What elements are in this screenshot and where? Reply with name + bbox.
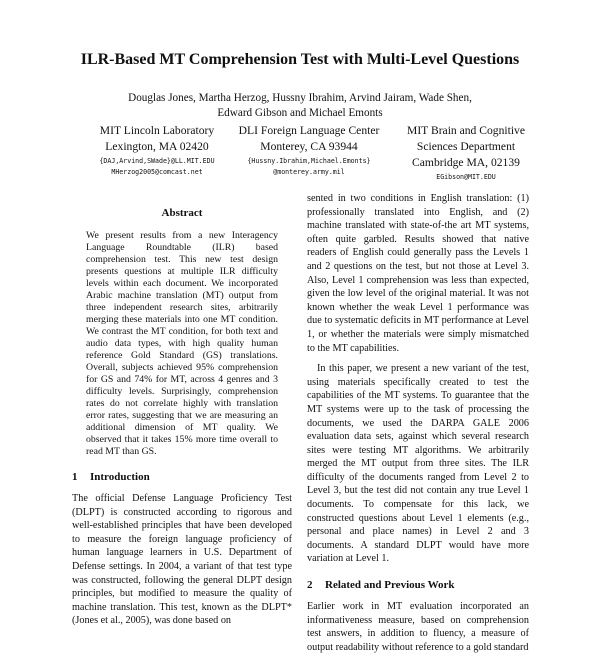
- introduction-paragraph-2: In this paper, we present a new variant of the test, using materials specifically created to test the capabilities of the MT systems. To guarantee that the MT systems were up to the task of processing the documents, we used the DARPA GALE 2006 evaluation data sets, against which several research sites were testing MT algorithms. We arbitrarily merged the MT output from three sites. The ILR difficulty of the documents ranged from Level 2 to Level 3, but the test did not contain any true Level 1 documents. To compensate for this lack, we constructed questions about Level 1 elements (e.g., personal and place names) in Level 2 and 3 documents. A standard DLPT would have more variation at Level 1.: [307, 363, 529, 565]
- affiliations: [82, 123, 542, 179]
- affiliation-name: MIT Brain and Cognitive: [407, 124, 525, 137]
- author-line-2: Edward Gibson and Michael Emonts: [217, 107, 383, 119]
- affiliation-mit-ll: [82, 123, 232, 177]
- abstract-body: We present results from a new Interagency Language Roundtable (ILR) based comprehension test. This new test design presents questions at multiple ILR difficulty levels within each document. We incorporated Arabic machine translation (MT) output from three independent research sites, arbitrarily merging these materials into one MT condition. We contrast the MT condition, for both text and audio data types, with high quality human reference Gold Standard (GS) translations. Overall, subjects achieved 95% comprehension for GS and 74% for MT, across 4 genres and 3 difficulty levels. Surprisingly, comprehension rates do not correlate highly with translation error rates, suggesting that we are measuring an additional dimension of MT quality. We observed that it takes 15% more time overall to read MT than GS.: [86, 230, 278, 457]
- affiliation-department: Sciences Department: [416, 140, 516, 153]
- section-number: 1: [72, 471, 78, 483]
- author-list: [0, 91, 600, 121]
- related-work-paragraph: Earlier work in MT evaluation incorporated an informativeness measure, based on comprehension test answers, in addition to fluency, a measure of output readability without reference to a gold standard: [307, 601, 529, 653]
- right-column: [307, 192, 529, 654]
- affiliation-name: MIT Lincoln Laboratory: [99, 124, 215, 137]
- introduction-paragraph: The official Defense Language Proficiency Test (DLPT) is constructed according to rigorous and well-established principles that have been developed to measure the foreign language proficiency of human language learners in U.S. Department of Defense settings. In 2004, a variant of that test type was constructed, following the general DLPT design principles, but modified to measure the quality of machine translation. This test, known as the DLPT* (Jones et al., 2005), was done based on: [72, 493, 292, 627]
- affiliation-email: @monterey.army.mil: [273, 168, 345, 176]
- affiliation-dli: [234, 123, 384, 177]
- introduction-paragraph-continued: sented in two conditions in English translation: (1) professionally translated into English, and (2) machine translated with state-of-the art MT systems, often quite garbled. Results showed that native readers of English could generally pass the Levels 1 and 2 questions on the test, but not those at Level 3. Also, Level 1 comprehension was less than expected, given the low level of the original material. It was not known whether the weak Level 1 performance was due to systematic deficits in MT performance at Level 1, or whether the materials were simply mismatched to the MT capabilities.: [307, 193, 529, 354]
- affiliation-email: {Hussny.Ibrahim,Michael.Emonts}: [247, 157, 371, 165]
- author-line-1: Douglas Jones, Martha Herzog, Hussny Ibrahim, Arvind Jairam, Wade Shen,: [128, 92, 472, 104]
- abstract-heading: Abstract: [161, 207, 203, 219]
- affiliation-address: Monterey, CA 93944: [260, 140, 358, 153]
- affiliation-address: Cambridge MA, 02139: [412, 156, 520, 169]
- paper-title: ILR-Based MT Comprehension Test with Multi-Level Questions: [80, 51, 520, 68]
- affiliation-email: EGibson@MIT.EDU: [436, 173, 496, 181]
- affiliation-address: Lexington, MA 02420: [105, 140, 209, 153]
- section-heading-introduction: [72, 470, 292, 484]
- section-heading-related-work: [307, 578, 529, 592]
- affiliation-email: MHerzog2005@comcast.net: [111, 168, 203, 176]
- left-column: [72, 198, 292, 628]
- section-number: 2: [307, 579, 313, 592]
- section-title: Related and Previous Work: [325, 579, 455, 592]
- section-title: Introduction: [90, 471, 150, 483]
- affiliation-mit-bcs: [386, 123, 546, 182]
- affiliation-name: DLI Foreign Language Center: [238, 124, 380, 137]
- affiliation-email: {DAJ,Arvind,SWade}@LL.MIT.EDU: [99, 157, 215, 165]
